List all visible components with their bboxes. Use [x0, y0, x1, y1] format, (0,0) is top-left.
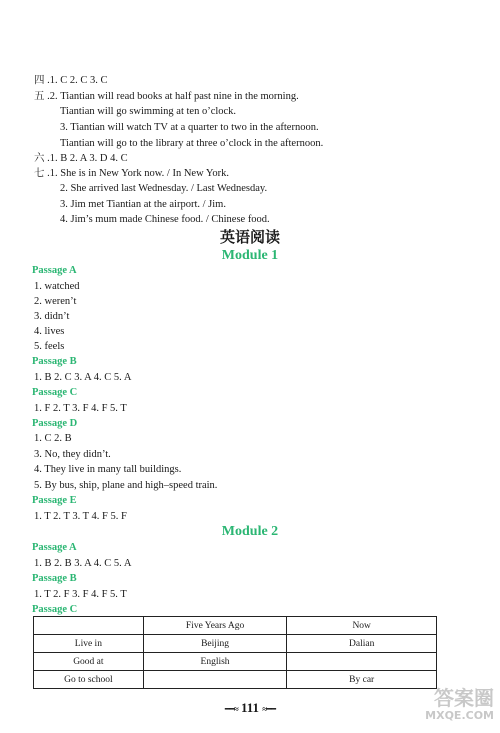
answer-line: 4. Jim’s mum made Chinese food. / Chinese food. [60, 214, 270, 225]
table-cell: Beijing [143, 635, 287, 653]
answer-line: 2. She arrived last Wednesday. / Last Wednesday. [60, 183, 268, 194]
passage-label: Passage A [32, 265, 77, 276]
module-2-title: Module 2 [221, 524, 279, 539]
answer-line: 1. F 2. T 3. F 4. F 5. T [34, 403, 127, 414]
answer-line: Tiantian will go to the library at three o’clock in the afternoon. [60, 138, 324, 149]
answer-line: 5. feels [34, 341, 65, 352]
table-cell: English [143, 653, 287, 671]
answer-line: 五 .2. Tiantian will read books at half past nine in the morning. [34, 91, 299, 102]
table-cell: Good at [34, 653, 144, 671]
passage-label: Passage C [32, 604, 78, 615]
table-row [34, 635, 437, 653]
left-ornament-icon: ━━≈ [224, 704, 238, 714]
table-cell: Five Years Ago [143, 617, 287, 635]
answer-line: 六 .1. B 2. A 3. D 4. C [34, 153, 128, 164]
answer-line: 3. Jim met Tiantian at the airport. / Jim. [60, 199, 226, 210]
passage-label: Passage B [32, 573, 77, 584]
passage-label: Passage E [32, 495, 77, 506]
watermark-line2: MXQE.COM [425, 709, 494, 722]
table-row [34, 617, 437, 635]
answer-line: 1. B 2. C 3. A 4. C 5. A [34, 372, 132, 383]
answer-line: Tiantian will go swimming at ten o’clock. [60, 106, 237, 117]
right-ornament-icon: ≈━━ [262, 704, 276, 714]
answer-line: 5. By bus, ship, plane and high–speed train. [34, 480, 218, 491]
passage-label: Passage C [32, 387, 78, 398]
passage-label: Passage B [32, 356, 77, 367]
answer-line: 1. C 2. B [34, 433, 72, 444]
answer-line: 1. T 2. T 3. T 4. F 5. F [34, 511, 127, 522]
table-cell: Now [287, 617, 437, 635]
answer-line: 七 .1. She is in New York now. / In New York. [34, 168, 230, 179]
answer-line: 2. weren’t [34, 296, 77, 307]
passage-label: Passage D [32, 418, 78, 429]
section-title: 英语阅读 [219, 230, 280, 246]
table-row [34, 653, 437, 671]
answer-line: 四 .1. C 2. C 3. C [34, 75, 108, 86]
module-1-title: Module 1 [221, 248, 279, 263]
table-cell: Go to school [34, 671, 144, 689]
answer-line: 1. B 2. B 3. A 4. C 5. A [34, 558, 132, 569]
table-cell [34, 617, 144, 635]
answer-line: 3. No, they didn’t. [34, 449, 111, 460]
table-cell [287, 653, 437, 671]
answer-line: 3. didn’t [34, 311, 70, 322]
table-cell: By car [287, 671, 437, 689]
page-number: 111 [240, 700, 260, 715]
table-cell [143, 671, 287, 689]
answer-line: 3. Tiantian will watch TV at a quarter to two in the afternoon. [60, 122, 319, 133]
answer-line: 4. They live in many tall buildings. [34, 464, 182, 475]
table-cell: Dalian [287, 635, 437, 653]
table-cell: Live in [34, 635, 144, 653]
answer-table [33, 616, 437, 689]
answer-line: 1. watched [34, 281, 80, 292]
watermark [402, 687, 494, 729]
answer-line: 1. T 2. F 3. F 4. F 5. T [34, 589, 127, 600]
watermark-line1: 答案圈 [434, 686, 494, 710]
table-row [34, 671, 437, 689]
answer-line: 4. lives [34, 326, 65, 337]
passage-label: Passage A [32, 542, 77, 553]
